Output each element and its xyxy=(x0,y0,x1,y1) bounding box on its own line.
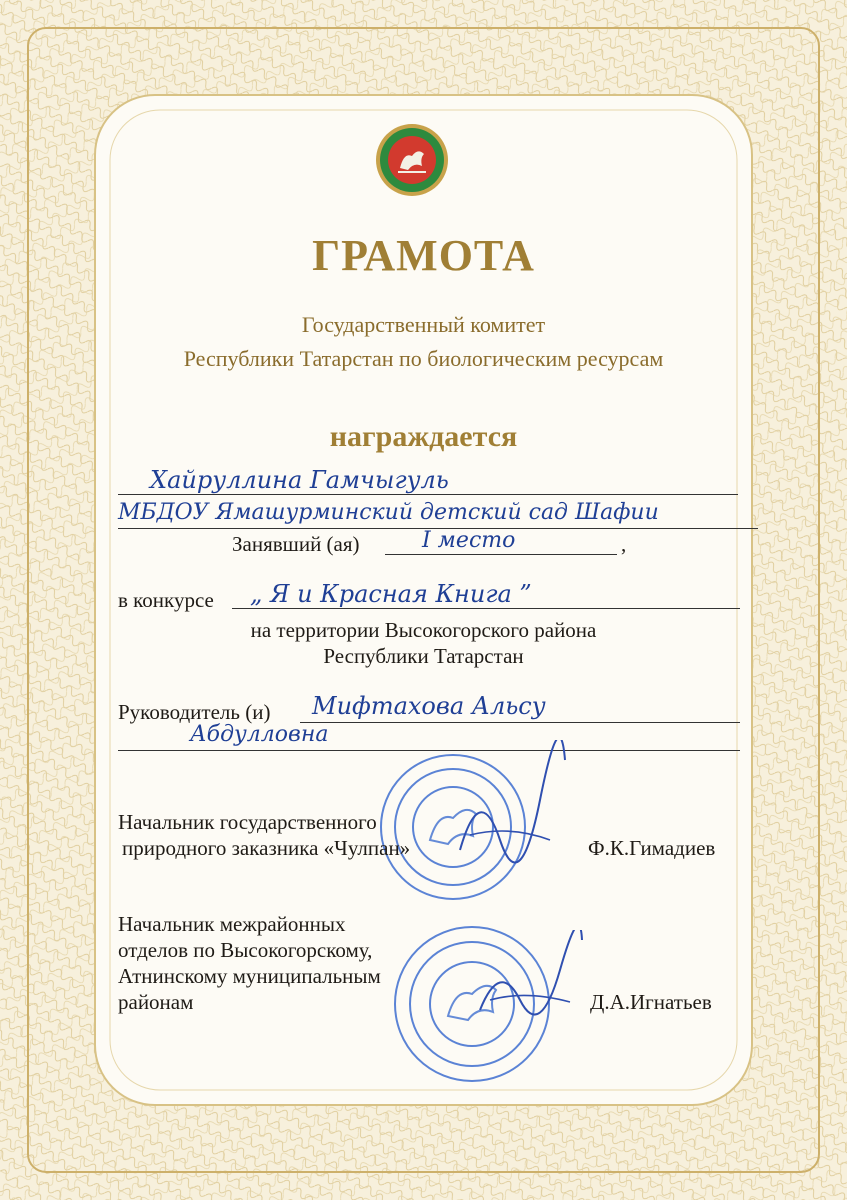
leader-underline xyxy=(300,722,740,723)
issuer-line-2: Республики Татарстан по биологическим ресурсам xyxy=(183,346,664,371)
signer1-name: Ф.К.Гимадиев xyxy=(588,836,716,860)
territory-line-2: Республики Татарстан xyxy=(323,644,524,668)
awarded-word: награждается xyxy=(329,420,518,453)
contest-label: в конкурсе xyxy=(118,588,214,612)
signer2-title-line-4: районам xyxy=(118,990,194,1014)
certificate-title: ГРАМОТА xyxy=(312,231,535,280)
signature-1-icon xyxy=(440,740,580,880)
recipient-name: Хайруллина Гамчыгуль xyxy=(150,466,449,494)
leader-underline-2 xyxy=(118,750,740,751)
signer1-title-line-1: Начальник государственного xyxy=(118,810,377,834)
leader-label: Руководитель (и) xyxy=(118,700,271,724)
place-comma: , xyxy=(621,532,627,556)
signer2-title-line-1: Начальник межрайонных xyxy=(118,912,346,936)
contest-underline xyxy=(232,608,740,609)
territory-line-1: на территории Высокогорского района xyxy=(250,618,597,642)
place-value: I место xyxy=(422,528,516,553)
leader-patronymic: Абдулловна xyxy=(190,722,329,747)
signer2-title-line-2: отделов по Высокогорскому, xyxy=(118,938,373,962)
place-label: Занявший (ая) xyxy=(232,532,360,556)
issuer-line-1: Государственный комитет xyxy=(301,312,546,337)
signer2-name: Д.А.Игнатьев xyxy=(590,990,712,1014)
recipient-organization: МБДОУ Ямашурминский детский сад Шафии xyxy=(118,500,659,525)
signer2-title-line-3: Атнинскому муниципальным xyxy=(118,964,381,988)
place-underline xyxy=(385,554,617,555)
signature-2-icon xyxy=(470,930,590,1040)
contest-name: „ Я и Красная Книга ” xyxy=(250,580,532,608)
tatarstan-emblem-icon xyxy=(374,122,450,198)
recipient-underline xyxy=(118,494,738,495)
leader-name: Мифтахова Альсу xyxy=(312,692,546,720)
signer1-title-line-2: природного заказника «Чулпан» xyxy=(122,836,411,860)
